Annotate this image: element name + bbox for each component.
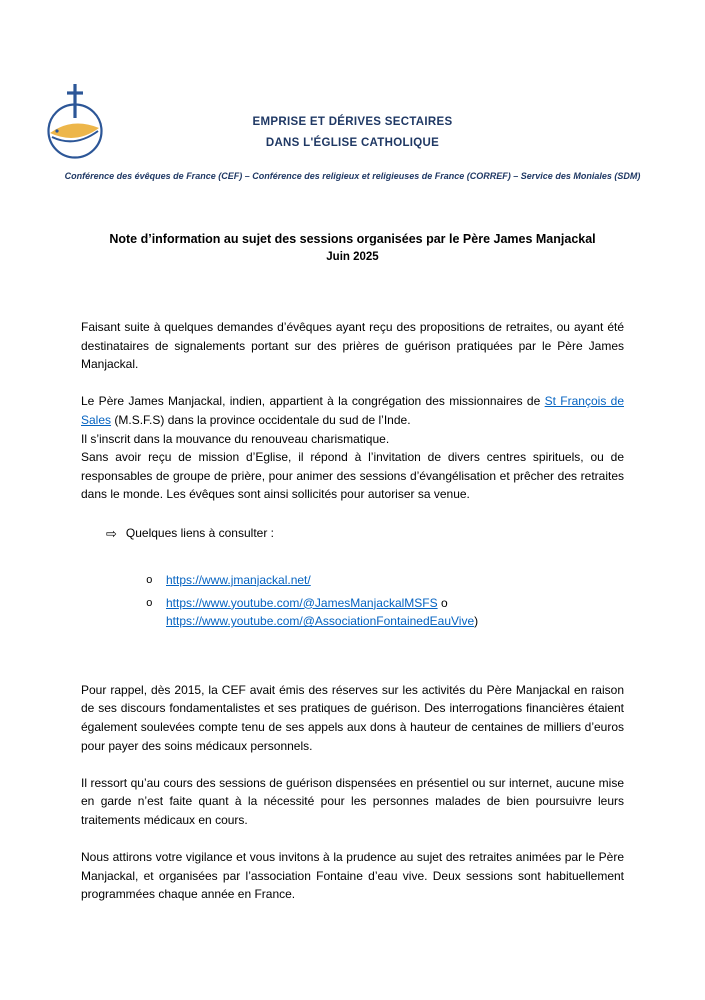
- paragraph-congregation-text1: Le Père James Manjackal, indien, appartient à la congrégation des missionnaires de: [81, 394, 545, 409]
- cef-logo-graphic: [44, 82, 106, 164]
- document-title: Note d’information au sujet des sessions organisées par le Père James Manjackal: [109, 232, 596, 246]
- document-main: [0, 230, 705, 904]
- paragraph-ressort: Il ressort qu’au cours des sessions de guérison dispensées en présentiel ou sur internet, aucune mise en garde n’est faite quant à la nécessité pour les personnes malades de bien poursuivre leurs traitements médicaux en cours.: [81, 775, 624, 827]
- circle-bullet-icon: o: [146, 574, 153, 587]
- organization-subtitle: Conférence des évêques de France (CEF) – Conférence des religieux et religieuses de France (CORREF) – Service des Moniales (SDM): [64, 171, 641, 181]
- link-separator: o: [437, 595, 448, 610]
- paragraph-intro: Faisant suite à quelques demandes d’évêques ayant reçu des propositions de retraites, ou ayant été destinataires de signalements portant sur des prières de guérison pratiquées par le Père James Manjackal.: [81, 320, 624, 372]
- arrow-bullet-icon: ⇨: [106, 526, 117, 542]
- paragraph-vigilance: Nous attirons votre vigilance et vous invitons à la prudence au sujet des retraites animées par le Père Manjackal, et organisées par l’association Fontaine d’eau vive. Deux sessions sont habituellement programmées chaque année en France.: [81, 850, 624, 902]
- paragraph-mouvance: Il s’inscrit dans la mouvance du renouveau charismatique.: [81, 431, 390, 446]
- organization-title-line2: DANS L'ÉGLISE CATHOLIQUE: [265, 137, 440, 149]
- paragraph-congregation-text2: (M.S.F.S) dans la province occidentale du sud de l’Inde.: [111, 412, 411, 427]
- circle-bullet-icon: o: [146, 597, 153, 610]
- document-body: [0, 318, 705, 904]
- link-youtube-fontaine[interactable]: https://www.youtube.com/@AssociationFontainedEauVive: [166, 614, 475, 629]
- list-item: [146, 571, 624, 590]
- document-header: [0, 0, 705, 181]
- organization-title-line1: EMPRISE ET DÉRIVES SECTAIRES: [252, 116, 453, 128]
- link-jmanjackal[interactable]: https://www.jmanjackal.net/: [166, 572, 311, 587]
- paragraph-congregation: [81, 392, 624, 429]
- list-item: [146, 594, 624, 631]
- paragraph-mission: Sans avoir reçu de mission d’Eglise, il répond à l’invitation de divers centres spirituels, ou de responsables de groupe de prière, pour animer des sessions d’évangélisation et prêcher des retraites dans le monde. Les évêques sont ainsi sollicités pour autoriser sa venue.: [81, 450, 624, 502]
- links-section-label: Quelques liens à consulter :: [125, 525, 274, 540]
- links-list: [81, 571, 624, 631]
- links-section-header: [81, 524, 624, 545]
- link-youtube-manjackal[interactable]: https://www.youtube.com/@JamesManjackalMSFS: [166, 595, 438, 610]
- cef-logo: [44, 82, 106, 164]
- link-suffix: ): [474, 614, 479, 629]
- link-st-francois-de-sales[interactable]: St François de Sales: [81, 394, 624, 427]
- paragraph-rappel: Pour rappel, dès 2015, la CEF avait émis des réserves sur les activités du Père Manjackal en raison de ses discours fondamentalistes et ses pratiques de guérison. Des interrogations financières étaient également soulevées compte tenu de ses appels aux dons à hauteur de centaines de milliers d’euros pour payer des soins médicaux personnels.: [81, 682, 624, 753]
- document-date: Juin 2025: [326, 251, 379, 263]
